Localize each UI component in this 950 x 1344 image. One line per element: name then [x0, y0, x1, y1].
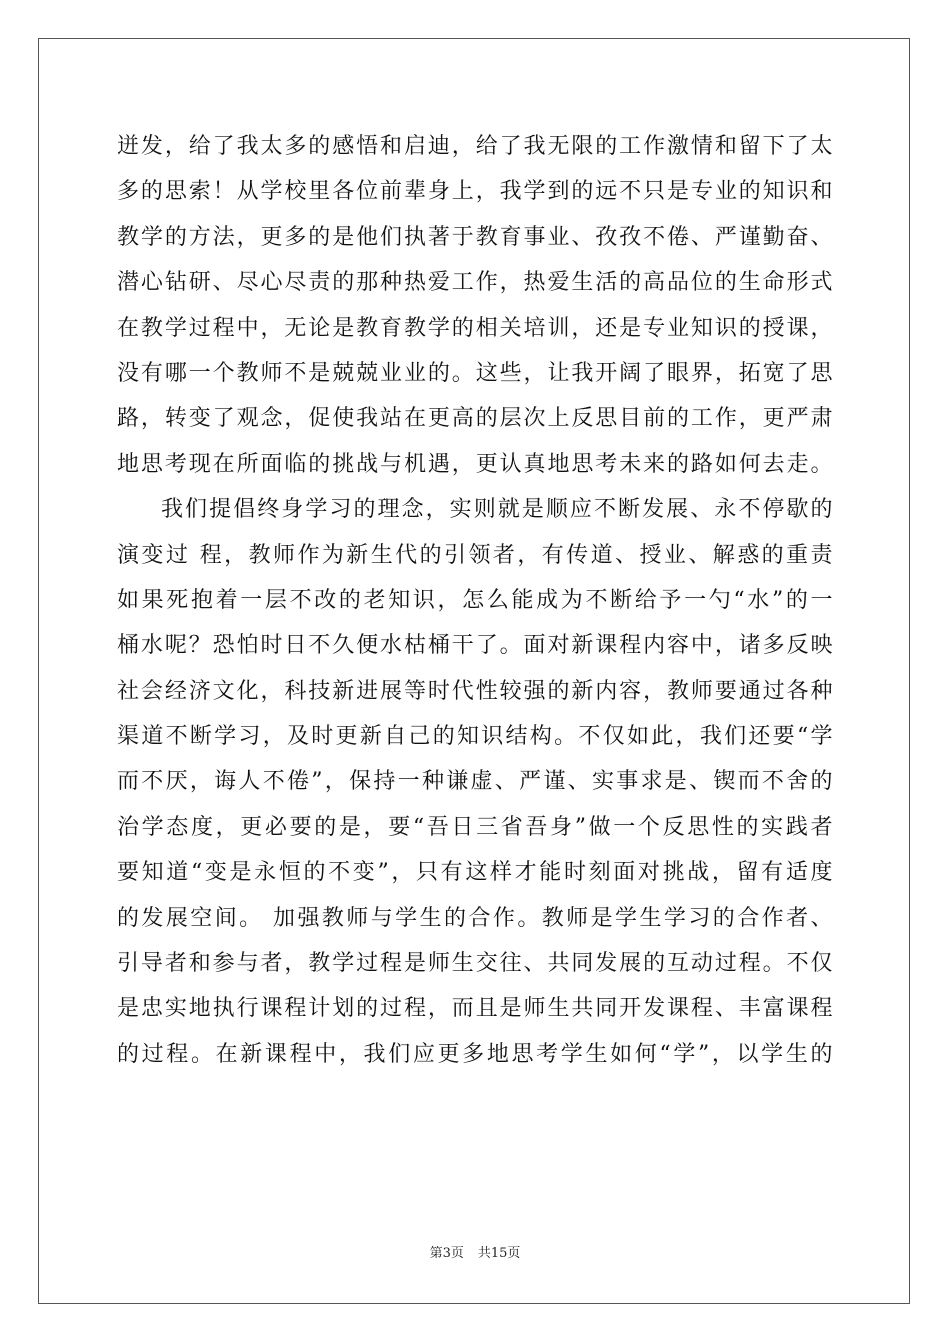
page-number: 第3页: [429, 1246, 464, 1261]
text-line: 引导者和参与者，教学过程是师生交往、共同发展的互动过程。不仅: [117, 951, 833, 977]
total-pages: 共15页: [477, 1246, 521, 1261]
text-line: 教学的方法，更多的是他们执著于教育事业、孜孜不倦、严谨勤奋、: [117, 224, 833, 250]
text-line: 多的思索！从学校里各位前辈身上，我学到的远不只是专业的知识和: [117, 179, 833, 205]
text-line: 迸发，给了我太多的感悟和启迪，给了我无限的工作激情和留下了太: [117, 134, 833, 159]
text-line: 社会经济文化，科技新进展等时代性较强的新内容，教师要通过各种: [117, 678, 833, 704]
text-line: 是忠实地执行课程计划的过程，而且是师生共同开发课程、丰富课程: [117, 996, 833, 1022]
text-line: 治学态度，更必要的是，要“吾日三省吾身”做一个反思性的实践者: [117, 814, 833, 840]
text-line: 没有哪一个教师不是兢兢业业的。这些，让我开阔了眼界，拓宽了思: [117, 360, 833, 386]
text-line: 的发展空间。 加强教师与学生的合作。教师是学生学习的合作者、: [117, 905, 833, 931]
text-line: 的过程。在新课程中，我们应更多地思考学生如何“学”，以学生的: [117, 1041, 833, 1067]
paragraph-start-line: 我们提倡终身学习的理念，实则就是顺应不断发展、永不停歇的: [161, 497, 833, 523]
text-line: 渠道不断学习，及时更新自己的知识结构。不仅如此，我们还要“学: [117, 724, 833, 750]
page-footer: [0, 1244, 950, 1264]
text-line: 桶水呢？恐怕时日不久便水枯桶干了。面对新课程内容中，诸多反映: [117, 633, 833, 659]
text-line: 如果死抱着一层不改的老知识，怎么能成为不断给予一勺“水”的一: [117, 587, 833, 613]
text-line: 而不厌，诲人不倦”，保持一种谦虚、严谨、实事求是、锲而不舍的: [117, 769, 833, 795]
document-body: [117, 124, 833, 1077]
text-line: 路，转变了观念，促使我站在更高的层次上反思目前的工作，更严肃: [117, 406, 833, 432]
text-line: 在教学过程中，无论是教育教学的相关培训，还是专业知识的授课，: [117, 315, 833, 341]
text-line: 要知道“变是永恒的不变”，只有这样才能时刻面对挑战，留有适度: [117, 860, 833, 886]
text-line: 地思考现在所面临的挑战与机遇，更认真地思考未来的路如何去走。: [117, 451, 833, 477]
text-line: 潜心钻研、尽心尽责的那种热爱工作，热爱生活的高品位的生命形式: [117, 270, 833, 296]
text-line: 演变过 程，教师作为新生代的引领者，有传道、授业、解惑的重责: [117, 542, 833, 568]
